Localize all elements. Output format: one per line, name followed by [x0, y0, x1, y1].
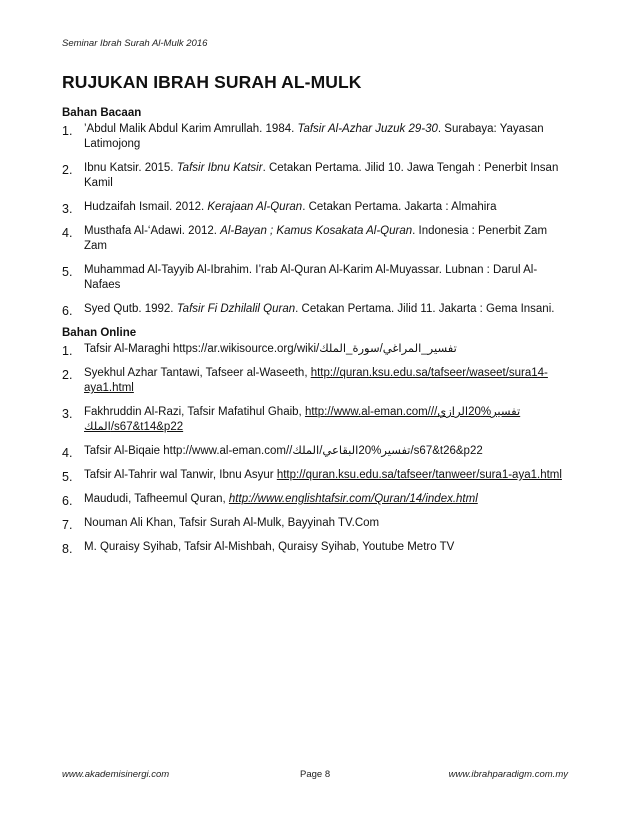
item-number: 2. [62, 368, 73, 382]
online-item [62, 468, 572, 483]
item-text-rest: . Cetakan Pertama. Jilid 11. Jakarta : Gema Insani. [295, 303, 555, 315]
online-item [62, 516, 572, 531]
online-item [62, 540, 572, 555]
reading-item [62, 263, 572, 293]
item-text: Hudzaifah Ismail. 2012. [84, 201, 208, 213]
item-number: 6. [62, 304, 73, 318]
reading-item [62, 302, 572, 317]
item-title: Tafsir Fi Dzhilalil Quran [176, 303, 296, 315]
item-text: Ibnu Katsir. 2015. [84, 162, 177, 174]
reference-link[interactable]: https://ar.wikisource.org/wiki/تفسير_المراغي/سورة_الملك [172, 343, 457, 355]
item-number: 6. [62, 494, 73, 508]
running-header: Seminar Ibrah Surah Al-Mulk 2016 [62, 38, 208, 49]
item-text: Fakhruddin Al-Razi, Tafsir Mafatihul Ghaib, [84, 406, 305, 418]
reference-link[interactable]: http://www.al-eman.com//تفسير%20البقاعي/الملك/s67&t26&p22 [163, 445, 483, 457]
item-number: 5. [62, 265, 73, 279]
page-title: RUJUKAN IBRAH SURAH AL-MULK [62, 72, 362, 92]
item-text: Tafsir Al-Maraghi [84, 343, 173, 355]
online-item [62, 405, 572, 435]
item-text: Tafsir Al-Tahrir wal Tanwir, Ibnu Asyur [84, 469, 277, 481]
online-item [62, 444, 572, 459]
item-number: 5. [62, 470, 73, 484]
item-text-rest: . Indonesia : Penerbit Zam Zam [84, 225, 548, 252]
reading-item [62, 224, 572, 254]
item-number: 8. [62, 542, 73, 556]
item-text: Tafsir Al-Biqaie [84, 445, 164, 457]
item-number: 2. [62, 163, 73, 177]
references-content [62, 106, 572, 564]
item-title: Tafsir Al-Azhar Juzuk 29-30 [297, 123, 438, 135]
online-item [62, 366, 572, 396]
footer-left-website: www.akademisinergi.com [62, 769, 170, 780]
item-text: ’Abdul Malik Abdul Karim Amrullah. 1984. [84, 123, 298, 135]
bahan-bacaan-heading: Bahan Bacaan [62, 107, 142, 119]
item-text: Syed Qutb. 1992. [84, 303, 177, 315]
footer-right-website: www.ibrahparadigm.com.my [448, 769, 568, 780]
item-title: Kerajaan Al-Quran [207, 201, 303, 213]
item-number: 3. [62, 407, 73, 421]
item-text: M. Quraisy Syihab, Tafsir Al-Mishbah, Quraisy Syihab, Youtube Metro TV [84, 541, 455, 553]
reference-link[interactable]: http://quran.ksu.edu.sa/tafseer/tanweer/sura1-aya1.html [276, 469, 562, 481]
reading-item [62, 122, 572, 152]
reference-link[interactable]: http://www.englishtafsir.com/Quran/14/index.html [228, 493, 478, 505]
bahan-online-heading: Bahan Online [62, 327, 137, 339]
item-number: 1. [62, 344, 73, 358]
item-text: Syekhul Azhar Tantawi, Tafseer al-Waseeth, [84, 367, 311, 379]
item-text-rest: . Cetakan Pertama. Jakarta : Almahira [302, 201, 497, 213]
page-number: Page 8 [300, 769, 331, 780]
reference-link[interactable]: http://quran.ksu.edu.sa/tafseer/waseet/sura14-aya1.html [84, 367, 548, 394]
bahan-bacaan-list [62, 122, 572, 317]
reference-link[interactable]: http://www.al-eman.com//تفسير%20الرازي/الملك/s67&t14&p22 [84, 406, 521, 433]
reading-item [62, 161, 572, 191]
item-text-rest: . Cetakan Pertama. Jilid 10. Jawa Tengah : Penerbit Insan Kamil [84, 162, 559, 189]
item-text-rest: . Surabaya: Yayasan Latimojong [84, 123, 544, 150]
online-item [62, 342, 572, 357]
item-number: 1. [62, 124, 73, 138]
item-text: Muhammad Al-Tayyib Al-Ibrahim. I’rab Al-Quran Al-Karim Al-Muyassar. Lubnan : Darul Al-Nafaes [84, 264, 538, 291]
online-item [62, 492, 572, 507]
item-number: 3. [62, 202, 73, 216]
item-text: Musthafa Al-‘Adawi. 2012. [84, 225, 221, 237]
item-title: Tafsir Ibnu Katsir [176, 162, 263, 174]
bahan-online-list [62, 342, 572, 555]
item-number: 4. [62, 226, 73, 240]
item-text: Nouman Ali Khan, Tafsir Surah Al-Mulk, Bayyinah TV.Com [84, 517, 380, 529]
item-number: 7. [62, 518, 73, 532]
item-number: 4. [62, 446, 73, 460]
item-text: Maududi, Tafheemul Quran, [84, 493, 229, 505]
reading-item [62, 200, 572, 215]
item-title: Al-Bayan ; Kamus Kosakata Al-Quran [220, 225, 413, 237]
